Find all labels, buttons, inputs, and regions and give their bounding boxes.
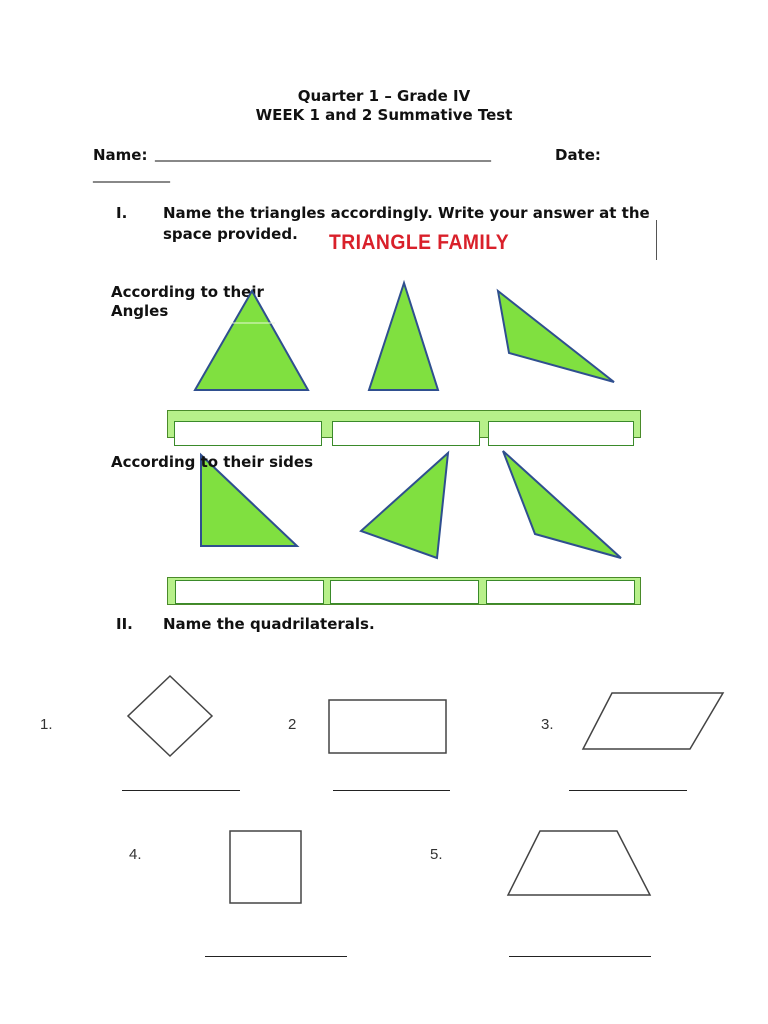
answer-line-4[interactable] [205, 956, 347, 957]
parallelogram-shape [583, 693, 723, 749]
answer-line-1[interactable] [122, 790, 240, 791]
square-shape [230, 831, 301, 903]
item-number-1: 1. [40, 716, 53, 733]
part1-instruction-line1: Name the triangles accordingly. Write your answer at the [163, 204, 650, 222]
part2-numeral: II. [116, 615, 133, 633]
isosceles-triangle-tilted [503, 451, 621, 558]
answer-box-5[interactable] [330, 580, 479, 604]
test-title-line1: Quarter 1 – Grade IV [297, 87, 471, 105]
item-number-2: 2 [288, 716, 297, 733]
answer-box-2[interactable] [332, 421, 480, 446]
part1-numeral: I. [116, 204, 128, 222]
sides-label: According to their sides [111, 453, 314, 471]
answer-line-5[interactable] [509, 956, 651, 957]
answer-box-4[interactable] [175, 580, 324, 604]
date-label: Date: [555, 146, 601, 164]
acute-triangle [195, 291, 308, 390]
scalene-triangle [361, 453, 448, 558]
answer-box-1[interactable] [174, 421, 322, 446]
answer-box-6[interactable] [486, 580, 635, 604]
rectangle-shape [329, 700, 446, 753]
test-title-line2: WEEK 1 and 2 Summative Test [255, 106, 513, 124]
answer-box-3[interactable] [488, 421, 634, 446]
name-label: Name: [93, 146, 148, 164]
part2-instruction: Name the quadrilaterals. [163, 615, 375, 633]
answer-line-3[interactable] [569, 790, 687, 791]
part1-instruction-line2: space provided. [163, 225, 298, 243]
trapezoid-shape [508, 831, 650, 895]
angles-label-line2: Angles [111, 302, 169, 320]
angles-label-line1: According to their [111, 283, 264, 301]
item-number-3: 3. [541, 716, 554, 733]
item-number-5: 5. [430, 846, 443, 863]
name-blank[interactable]: ________________________________________________ [155, 146, 491, 162]
date-blank[interactable]: ___________ [93, 167, 170, 183]
item-number-4: 4. [129, 846, 142, 863]
answer-line-2[interactable] [333, 790, 450, 791]
rhombus-shape [128, 676, 212, 756]
obtuse-triangle [498, 291, 614, 382]
triangle-family-banner: TRIANGLE FAMILY [329, 231, 510, 254]
right-triangle-tall [369, 283, 438, 390]
